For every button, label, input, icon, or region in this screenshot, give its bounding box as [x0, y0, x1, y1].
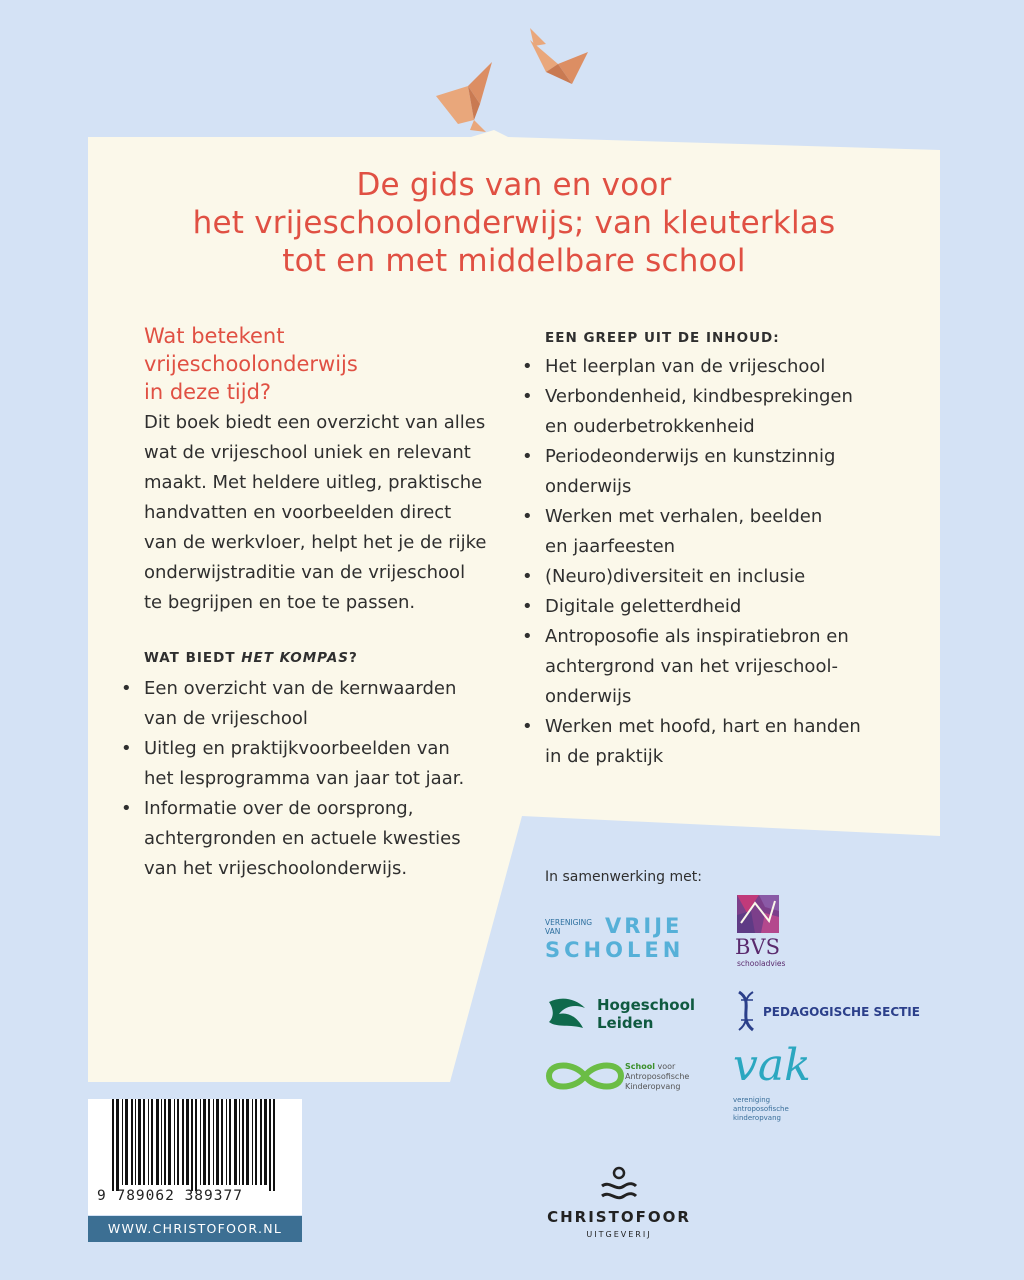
intro-question — [144, 322, 504, 406]
list-item-line: van de vrijeschool — [144, 708, 308, 729]
dna-helix-icon — [733, 990, 761, 1032]
right-column — [522, 330, 885, 772]
list-item-line: Een overzicht van de kernwaarden — [144, 678, 457, 699]
list-item-line: Werken met hoofd, hart en handen — [545, 716, 861, 737]
bullet-icon: • — [522, 386, 533, 407]
list-item — [121, 674, 504, 734]
intro-line: handvatten en voorbeelden direct — [144, 502, 452, 523]
list-item — [522, 502, 885, 562]
hogeschool-leiden-logo — [545, 994, 705, 1034]
list-item — [522, 442, 885, 502]
hogeschool-leaf-icon — [545, 994, 589, 1034]
list-item-line: onderwijs — [545, 476, 632, 497]
school-voor-line1 — [625, 1062, 675, 1072]
bullet-icon: • — [522, 596, 533, 617]
bullet-icon: • — [522, 446, 533, 467]
barcode-bars-icon — [88, 1099, 302, 1191]
origami-bird-right-icon — [524, 26, 594, 88]
origami-bird-left-icon — [430, 58, 500, 138]
vak-line3: kinderopvang — [733, 1114, 781, 1122]
list-item — [522, 382, 885, 442]
headline — [88, 166, 940, 280]
list-item-line: in de praktijk — [545, 746, 664, 767]
bvs-sub: schooladvies — [737, 959, 786, 968]
list-item-line: Het leerplan van de vrijeschool — [545, 356, 826, 377]
contents-list — [522, 352, 885, 772]
list-item — [522, 352, 885, 382]
list-item-line: Uitleg en praktijkvoorbeelden van — [144, 738, 450, 759]
bullet-icon: • — [121, 798, 132, 819]
list-item-line: Verbondenheid, kindbesprekingen — [545, 386, 853, 407]
list-item — [522, 622, 885, 712]
bullet-icon: • — [121, 678, 132, 699]
bvs-logo — [735, 893, 795, 968]
intro-line: wat de vrijeschool uniek en relevant — [144, 442, 471, 463]
list-item-line: en ouderbetrokkenheid — [545, 416, 755, 437]
headline-line: tot en met middelbare school — [282, 243, 746, 279]
intro-body — [144, 408, 504, 618]
headline-line: het vrijeschoolonderwijs; van kleuterklas — [192, 205, 836, 241]
hogeschool-line1: Hogeschool — [597, 996, 696, 1014]
bullet-icon: • — [522, 716, 533, 737]
list-item — [522, 592, 885, 622]
barcode-number: 9 789062 389377 — [97, 1188, 243, 1204]
vak-line2: antroposofische — [733, 1105, 789, 1113]
pedagogische-sectie-logo — [733, 990, 920, 1032]
intro-line: te begrijpen en toe te passen. — [144, 592, 416, 613]
school-voor-line2: Antroposofische — [625, 1072, 690, 1081]
partners-title: In samenwerking met: — [545, 869, 702, 885]
intro-line: onderwijstraditie van de vrijeschool — [144, 562, 466, 583]
bullet-icon: • — [522, 626, 533, 647]
list-item-line: (Neuro)diversiteit en inclusie — [545, 566, 806, 587]
vrije-scholen-big1: VRIJE — [605, 914, 683, 938]
list-item — [121, 734, 504, 794]
list-item-line: achtergronden en actuele kwesties — [144, 828, 461, 849]
list-item — [121, 794, 504, 884]
intro-line: maakt. Met heldere uitleg, praktische — [144, 472, 483, 493]
list-item-line: Antroposofie als inspiratiebron en — [545, 626, 849, 647]
bullet-icon: • — [522, 506, 533, 527]
hogeschool-line2: Leiden — [597, 1014, 654, 1032]
publisher-sub: UITGEVERIJ — [586, 1230, 652, 1239]
list-item-line: Periodeonderwijs en kunstzinnig — [545, 446, 836, 467]
offers-heading-prefix: WAT BIEDT — [144, 650, 242, 666]
vrije-scholen-big2: SCHOLEN — [545, 938, 685, 962]
headline-line: De gids van en voor — [356, 167, 672, 203]
list-item-line: onderwijs — [545, 686, 632, 707]
publisher-name: CHRISTOFOOR — [547, 1208, 691, 1226]
intro-question-line: in deze tijd? — [144, 380, 272, 404]
bullet-icon: • — [522, 566, 533, 587]
vak-logo — [733, 1040, 833, 1130]
list-item-line: en jaarfeesten — [545, 536, 676, 557]
infinity-icon — [545, 1060, 625, 1092]
vrije-scholen-small: VERENIGING VAN — [545, 918, 593, 936]
intro-question-line: Wat betekent vrijeschoolonderwijs — [144, 324, 358, 376]
bullet-icon: • — [121, 738, 132, 759]
website-url[interactable]: WWW.CHRISTOFOOR.NL — [88, 1216, 302, 1242]
offers-heading-suffix: ? — [349, 650, 358, 666]
christofoor-logo-icon — [598, 1166, 640, 1206]
offers-heading — [144, 650, 504, 666]
vak-name: vak — [733, 1040, 811, 1091]
list-item-line: Digitale geletterdheid — [545, 596, 742, 617]
left-column — [121, 322, 504, 884]
vrije-scholen-logo — [545, 914, 695, 966]
school-voor-line1b: voor — [654, 1062, 676, 1071]
vak-line1: vereniging — [733, 1096, 771, 1104]
pedagogische-name: PEDAGOGISCHE SECTIE — [763, 1005, 920, 1019]
intro-line: van de werkvloer, helpt het je de rijke — [144, 532, 487, 553]
school-voor-line1a: School — [625, 1062, 655, 1071]
offers-list — [121, 674, 504, 884]
list-item-line: Werken met verhalen, beelden — [545, 506, 823, 527]
list-item-line: van het vrijeschoolonderwijs. — [144, 858, 408, 879]
bullet-icon: • — [522, 356, 533, 377]
list-item-line: Informatie over de oorsprong, — [144, 798, 414, 819]
contents-heading: EEN GREEP UIT DE INHOUD: — [545, 330, 780, 346]
bvs-mosaic-icon — [735, 893, 781, 935]
intro-line: Dit boek biedt een overzicht van alles — [144, 412, 486, 433]
school-voor-line3: Kinderopvang — [625, 1082, 681, 1091]
list-item-line: achtergrond van het vrijeschool- — [545, 656, 838, 677]
school-voor-logo — [545, 1060, 715, 1094]
bvs-name: BVS — [735, 935, 780, 959]
list-item — [522, 562, 885, 592]
offers-heading-title: HET KOMPAS — [241, 650, 350, 666]
list-item — [522, 712, 885, 772]
list-item-line: het lesprogramma van jaar tot jaar. — [144, 768, 465, 789]
